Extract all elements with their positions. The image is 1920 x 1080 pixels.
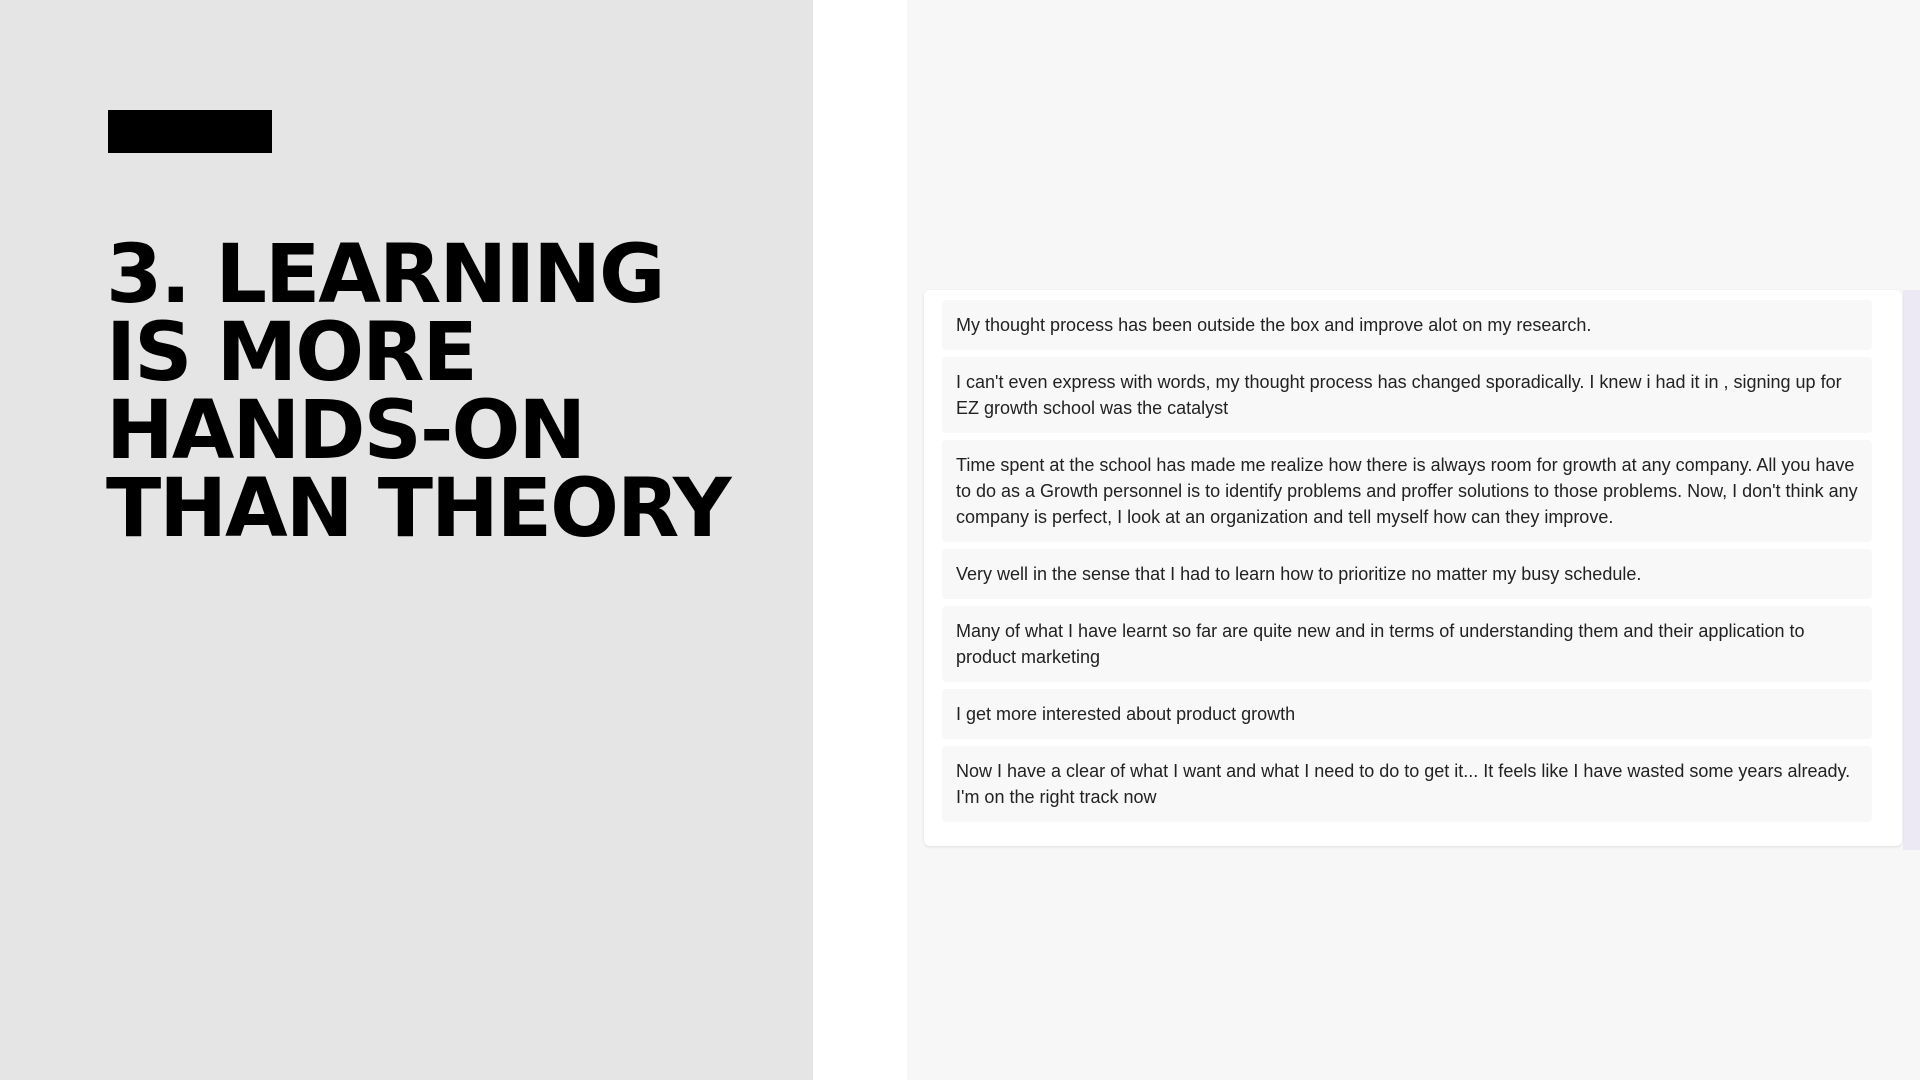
response-item: Many of what I have learnt so far are quite new and in terms of understanding them and their application to product marketing xyxy=(942,606,1872,682)
response-item: Time spent at the school has made me realize how there is always room for growth at any company. All you have to do as a Growth personnel is to identify problems and proffer solutions to those problems. Now, I don't think any company is perfect, I look at an organization and tell myself how can they improve. xyxy=(942,440,1872,542)
accent-bar xyxy=(108,110,272,153)
title-panel xyxy=(0,0,813,1080)
title-line: HANDS-ON xyxy=(106,384,585,478)
responses-card xyxy=(924,290,1902,846)
title-line: THAN THEORY xyxy=(106,462,730,556)
response-item: Very well in the sense that I had to learn how to prioritize no matter my busy schedule. xyxy=(942,549,1872,599)
response-item: Now I have a clear of what I want and what I need to do to get it... It feels like I have wasted some years already. I'm on the right track now xyxy=(942,746,1872,822)
slide-title xyxy=(106,228,746,556)
response-item: My thought process has been outside the box and improve alot on my research. xyxy=(942,300,1872,350)
title-line: IS MORE xyxy=(106,306,476,400)
card-side-strip xyxy=(1903,290,1920,850)
response-item: I get more interested about product growth xyxy=(942,689,1872,739)
response-item: I can't even express with words, my thought process has changed sporadically. I knew i had it in , signing up for EZ growth school was the catalyst xyxy=(942,357,1872,433)
title-line: 3. LEARNING xyxy=(106,228,664,322)
response-list xyxy=(924,290,1902,822)
